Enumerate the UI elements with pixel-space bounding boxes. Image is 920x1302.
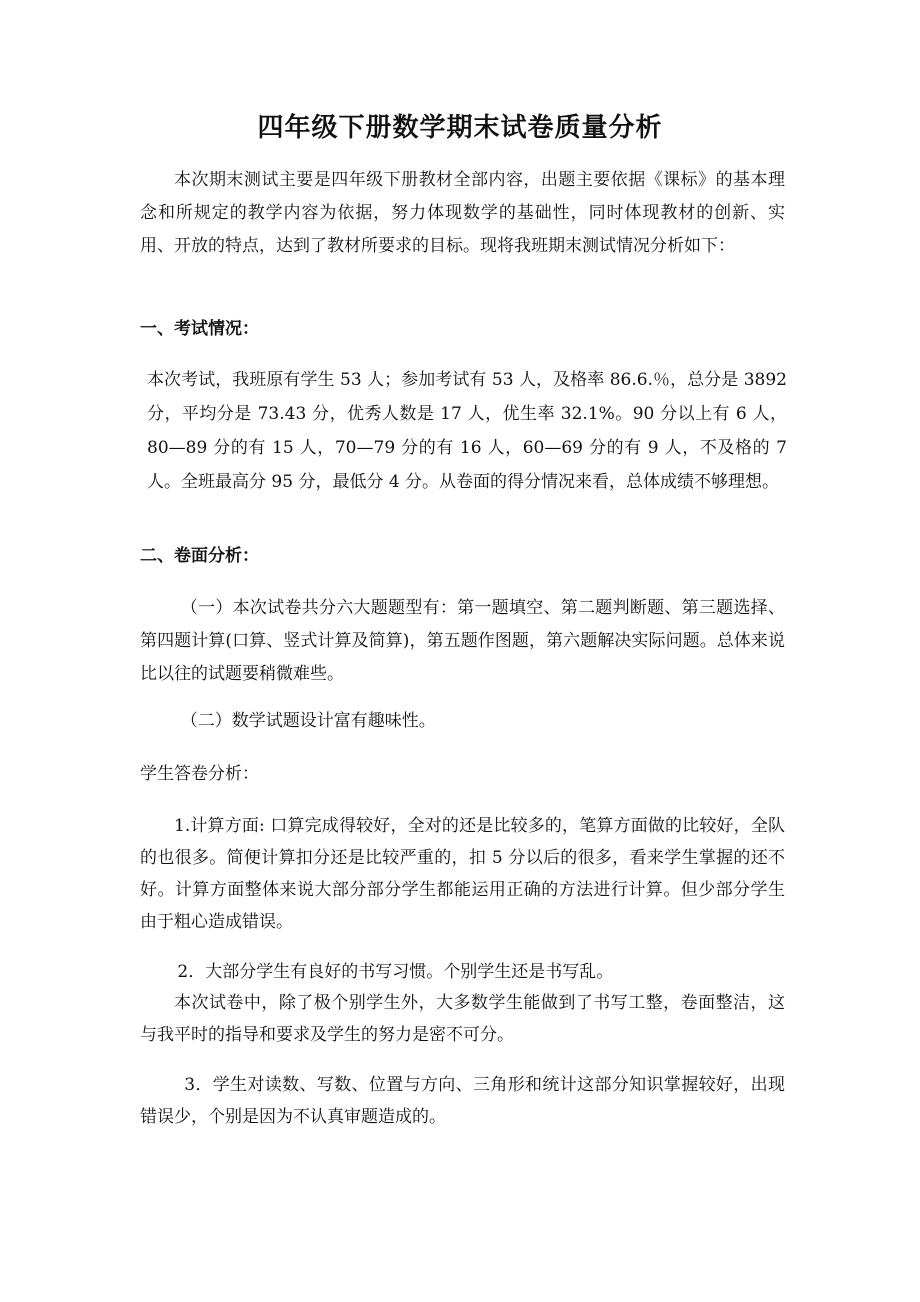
knowledge-point-paragraph: 3．学生对读数、写数、位置与方向、三角形和统计这部分知识掌握较好，出现错误少，个别是因为不认真审题造成的。 xyxy=(140,1075,785,1127)
calculation-point-paragraph: 1.计算方面: 口算完成得较好，全对的还是比较多的，笔算方面做的比较好，全队的也很多。简便计算扣分还是比较严重的，扣 5 分以后的很多，看来学生掌握的还不好。计算方面整体来说大部分部分学生都能运用正确的方法进行计算。但少部分学生由于粗心造成错误。 xyxy=(140,816,785,932)
paper-design-paragraph: （二）数学试题设计富有趣味性。 xyxy=(180,711,436,731)
document-title: 四年级下册数学期末试卷质量分析 xyxy=(257,113,663,143)
intro-paragraph: 本次期末测试主要是四年级下册教材全部内容，出题主要依据《课标》的基本理念和所规定的教学内容为依据，努力体现数学的基础性，同时体现教材的创新、实用、开放的特点，达到了教材所要求的目标。现将我班期末测试情况分析如下： xyxy=(140,170,785,256)
writing-habit-detail: 本次试卷中，除了极个别学生外，大多数学生能做到了书写工整，卷面整洁，这与我平时的指导和要求及学生的努力是密不可分。 xyxy=(140,993,785,1045)
paper-structure-paragraph: （一）本次试卷共分六大题题型有：第一题填空、第二题判断题、第三题选择、第四题计算(口算、竖式计算及简算)，第五题作图题，第六题解决实际问题。总体来说比以往的试题要稍微难些。 xyxy=(140,598,785,684)
exam-results-paragraph: 本次考试，我班原有学生 53 人；参加考试有 53 人，及格率 86.6.％，总分是 3892 分，平均分是 73.43 分，优秀人数是 17 人，优生率 32.1%。90 分以上有 6 人，80—89 分的有 15 人，70—79 分的有 16 人，60—69 分的有 9 人，不及格的 7 人。全班最高分 95 分，最低分 4 分。从卷面的得分情况来看，总体成绩不够理想。 xyxy=(147,370,787,492)
analysis-label: 学生答卷分析： xyxy=(140,764,259,784)
writing-habit-point: 2．大部分学生有良好的书写习惯。个别学生还是书写乱。 xyxy=(177,962,614,982)
section-heading-exam: 一、考试情况： xyxy=(140,319,259,339)
section-heading-paper: 二、卷面分析： xyxy=(140,546,259,566)
